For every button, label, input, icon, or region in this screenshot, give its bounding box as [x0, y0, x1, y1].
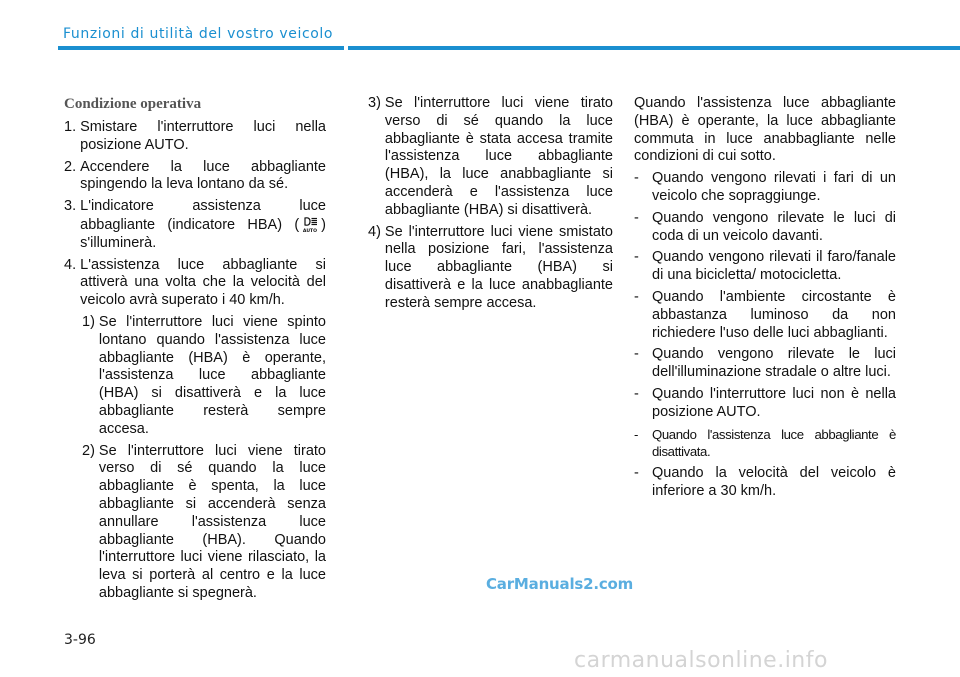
- item-text: [80, 198, 326, 252]
- item-text: Se l'interruttore luci viene smistato nella posizione fari, l'assistenza luce abbagliante (HBA) si disattiverà e la luce anabbagliante resterà sempre accesa.: [384, 223, 613, 311]
- bullet-dash: -: [634, 346, 643, 363]
- item-text-before: L'indicatore assistenza luce abbagliante (indicatore HBA) (: [80, 198, 326, 233]
- item-number: 1.: [64, 119, 81, 135]
- watermark-logo: CarManuals2.com: [486, 575, 634, 593]
- section-title: Funzioni di utilità del vostro veicolo: [63, 26, 334, 42]
- icon-label: AUTO: [303, 228, 318, 233]
- page-number: 3-96: [64, 632, 96, 648]
- bullet-dash: -: [634, 288, 643, 305]
- bullet-dash: -: [634, 426, 642, 442]
- item-number: 4): [368, 223, 385, 240]
- item-text: Se l'interruttore luci viene tirato verso di sé quando la luce abbagliante è spenta, la luce abbagliante si accenderà senza annullare l'assistenza luce abbagliante (HBA). Quando l'interruttore luci viene rilasciato, la leva si porterà al centro e la luce abbagliante si spegnerà.: [98, 442, 326, 601]
- list-item: [64, 159, 326, 195]
- bullet-text: Quando vengono rilevati il faro/fanale di una bicicletta/ motocicletta.: [652, 249, 896, 284]
- bullet-dash: -: [634, 465, 643, 482]
- sub-list-item: [82, 443, 326, 603]
- bullet-dash: -: [634, 249, 643, 266]
- column-right: [634, 95, 896, 505]
- list-item: [64, 119, 326, 155]
- bullet-item: [634, 289, 896, 342]
- bullet-text: Quando vengono rilevate le luci dell'illuminazione stradale o altre luci.: [652, 346, 896, 381]
- bullet-text: Quando l'interruttore luci non è nella posizione AUTO.: [652, 385, 896, 420]
- bullet-dash: -: [634, 385, 643, 402]
- bullet-item: [634, 346, 896, 382]
- list-item: [64, 198, 326, 252]
- watermark-footer: carmanualsonline.info: [574, 648, 828, 673]
- header-divider: [58, 46, 960, 50]
- bullet-text: Quando l'assistenza luce abbagliante è disattivata.: [652, 426, 896, 460]
- bullet-item: [634, 465, 896, 501]
- item-number: 1): [82, 313, 99, 330]
- sub-list-item: [368, 95, 613, 220]
- item-text-after: ) s'illuminerà.: [80, 216, 326, 251]
- bullet-text: Quando l'ambiente circostante è abbastanza luminoso da non richiedere l'uso delle luci abbaglianti.: [652, 288, 896, 341]
- bullet-text: Quando la velocità del veicolo è inferiore a 30 km/h.: [652, 465, 896, 499]
- item-text: Se l'interruttore luci viene spinto lontano quando l'assistenza luce abbagliante (HBA) è operante, l'assistenza luce abbagliante (HBA) si disattiverà e la luce abbagliante resterà sempre accesa.: [98, 313, 326, 437]
- item-text: Smistare l'interruttore luci nella posizione AUTO.: [80, 119, 326, 153]
- column-middle: [368, 95, 613, 317]
- item-text: L'assistenza luce abbagliante si attiverà una volta che la velocità del veicolo avrà superato i 40 km/h.: [80, 256, 326, 309]
- item-text: Accendere la luce abbagliante spingendo la leva lontano da sé.: [80, 158, 326, 193]
- item-number: 4.: [64, 256, 81, 273]
- bullet-item: [634, 170, 896, 206]
- bullet-item: [634, 426, 896, 462]
- item-number: 2.: [64, 158, 81, 175]
- sub-list-item: [82, 314, 326, 439]
- bullet-item: [634, 386, 896, 422]
- bullet-text: Quando vengono rilevati i fari di un veicolo che sopraggiunge.: [652, 170, 896, 204]
- bullet-item: [634, 210, 896, 246]
- column-left: [64, 95, 326, 607]
- intro-paragraph: Quando l'assistenza luce abbagliante (HBA) è operante, la luce abbagliante commuta in luce anabbagliante nelle condizioni di cui sotto.: [634, 95, 896, 165]
- item-number: 2): [82, 442, 99, 459]
- auto-high-beam-icon: [301, 216, 319, 233]
- item-number: 3): [368, 95, 385, 111]
- item-text: Se l'interruttore luci viene tirato verso di sé quando la luce abbagliante è stata accesa tramite l'assistenza luce abbagliante (HBA), la luce anabbagliante si accenderà e l'assistenza luce abbagliante (HBA) si disattiverà.: [384, 95, 613, 218]
- bullet-text: Quando vengono rilevate le luci di coda di un veicolo davanti.: [652, 209, 896, 244]
- item-number: 3.: [64, 198, 81, 215]
- sub-list-item: [368, 224, 613, 313]
- section-heading: Condizione operativa: [64, 96, 202, 112]
- bullet-dash: -: [634, 209, 643, 226]
- bullet-item: [634, 249, 896, 285]
- list-item: [64, 257, 326, 310]
- bullet-dash: -: [634, 170, 643, 187]
